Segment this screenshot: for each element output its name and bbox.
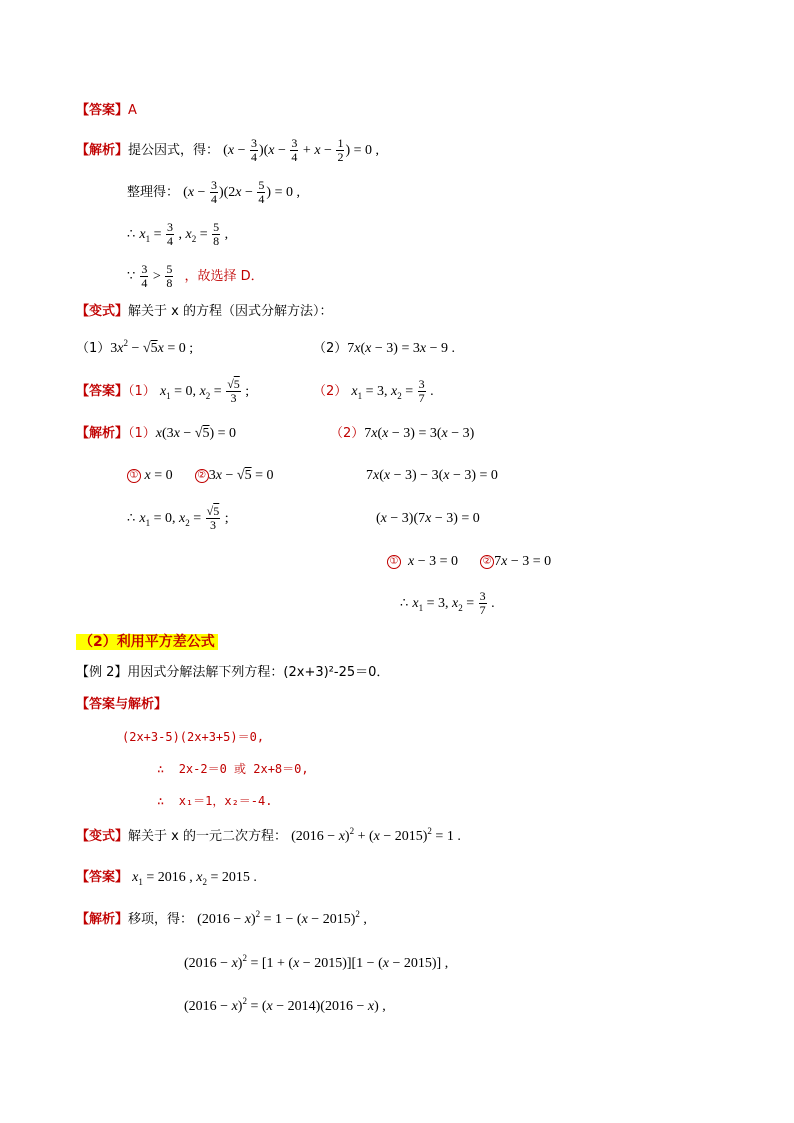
answer-1-label: （1） <box>128 384 156 399</box>
equation: $(2016 - x)^2 = (x - 2014)(2016 - x)$ , <box>184 996 386 1014</box>
answer-analysis-heading <box>76 696 167 714</box>
solution-2-line-2 <box>366 467 498 485</box>
equation: $3x^2 - √5x = 0$ ; <box>110 338 194 356</box>
equation: $(2016 - x)^2 = [1 + (x - 2015)][1 - (x - 2015)]$ , <box>184 953 449 971</box>
answer-2 <box>313 374 434 410</box>
equation: $(2016 - x)^2 = 1 - (x - 2015)^2$ , <box>197 909 367 927</box>
therefore-symbol: ∴ <box>157 794 165 808</box>
analysis-tag: 【解析】 <box>76 143 129 158</box>
answer-tag: 【答案】 <box>76 103 129 118</box>
circled-1: ① <box>127 469 141 483</box>
equation: 7x(x − 3) − 3(x − 3) = 0 <box>366 468 498 483</box>
analysis-line-1 <box>76 136 379 166</box>
step-3-text: x₁＝1，x₂＝-4. <box>178 794 273 808</box>
answer-line-3 <box>76 869 257 887</box>
variant-text: 解关于 x 的方程（因式分解方法）： <box>128 304 333 319</box>
because-symbol: ∵ <box>127 269 136 284</box>
therefore-symbol: ∴ <box>127 511 136 526</box>
therefore-symbol: ∴ <box>157 762 165 776</box>
answer-tag: 【答案】 <box>76 384 129 399</box>
solution-1-line-1 <box>76 425 236 443</box>
analysis-3-step-3 <box>184 998 386 1016</box>
variant-line <box>76 303 332 321</box>
equation: (x − 3)(7x − 3) = 0 <box>376 511 480 526</box>
section-heading <box>76 632 218 652</box>
answer-analysis-tag: 【答案与解析】 <box>76 697 168 712</box>
variant-tag: 【变式】 <box>76 829 129 844</box>
arrange-label: 整理得： <box>127 185 180 200</box>
solution-2-line-4 <box>387 553 551 571</box>
step-2-text: 2x-2＝0 或 2x+8＝0, <box>178 762 309 776</box>
answer-value: A <box>128 103 137 118</box>
roots-line <box>127 220 228 250</box>
answer-line-1 <box>76 102 137 120</box>
equation: 7x − 3 = 0 <box>494 554 552 569</box>
solution-2-line-5 <box>400 586 495 622</box>
analysis-tag: 【解析】 <box>76 426 129 441</box>
solution-1-line-3 <box>127 500 229 538</box>
equation: $x_1 = 0$, $x_2$ = $\frac{√5}{3}$ ; <box>159 377 250 406</box>
equation: $\frac{3}{4}$ > $\frac{5}{8}$ <box>141 262 173 291</box>
solution-1-line-2 <box>127 467 273 485</box>
variant-2-line <box>76 828 461 846</box>
analysis-line-3 <box>76 911 367 929</box>
move-text: 移项，得： <box>128 912 194 927</box>
equation: x − 3 = 0 <box>408 554 459 569</box>
section-title: （2）利用平方差公式 <box>76 634 218 650</box>
equation: $x_1 = 2016$ , $x_2 = 2015$ . <box>132 870 257 887</box>
compare-line <box>127 262 264 292</box>
equation: $x_1 = 3$, $x_2$ = $\frac{3}{7}$ . <box>412 589 495 618</box>
equation: (x − $\frac{3}{4}$ )(x − $\frac{3}{4}$ + x − $\frac{1}{2}$ ) = 0 , <box>223 136 380 165</box>
step-1-text: (2x+3-5)(2x+3+5)＝0, <box>122 730 265 744</box>
analysis-intro: 提公因式，得： <box>128 143 220 158</box>
problem-1-label: （1） <box>76 341 111 356</box>
example-2-line <box>76 664 389 682</box>
example-2-step-2 <box>157 760 309 778</box>
problem-2 <box>313 340 455 358</box>
equation: $x_1 = 0$, $x_2$ = $\frac{√5}{3}$ ; <box>139 504 229 533</box>
example-2-step-3 <box>157 792 273 810</box>
problem-2-label: （2） <box>313 341 348 356</box>
equation: (x − $\frac{3}{4}$ )(2x − $\frac{5}{4}$ ) = 0 , <box>183 178 300 207</box>
solution-2-line-1 <box>330 425 474 443</box>
answer-tag: 【答案】 <box>76 870 129 885</box>
variant-tag: 【变式】 <box>76 304 129 319</box>
problem-1 <box>76 340 193 358</box>
analysis-3-step-2 <box>184 955 448 973</box>
equation: x = 0 <box>144 468 173 483</box>
choose-text: ，故选择 D． <box>184 269 264 284</box>
equation: $x_1 = 3$, $x_2$ = $\frac{3}{7}$ . <box>351 377 434 406</box>
solution-1-label: （1） <box>128 426 156 441</box>
equation: x(3x − √5) = 0 <box>155 426 237 441</box>
equation: 7x(x − 3) = 3(x − 3) <box>364 426 475 441</box>
solution-2-line-3 <box>376 510 480 528</box>
variant-text: 解关于 x 的一元二次方程： <box>128 829 287 844</box>
analysis-tag: 【解析】 <box>76 912 129 927</box>
circled-1: ① <box>387 555 401 569</box>
solution-2-label: （2） <box>330 426 365 441</box>
equation: $x_1$ = $\frac{3}{4}$ , $x_2$ = $\frac{5}{8}$ , <box>139 220 229 249</box>
equation: 7x(x − 3) = 3x − 9 . <box>347 341 455 356</box>
arrange-line <box>127 178 300 208</box>
therefore-symbol: ∴ <box>400 596 409 611</box>
answer-line-2 <box>76 374 249 410</box>
example-2-text: 用因式分解法解下列方程：(2x+3)²-25＝0． <box>127 665 390 680</box>
answer-2-label: （2） <box>313 384 348 399</box>
example-2-step-1 <box>122 728 264 746</box>
equation: 3x − √5 = 0 <box>208 468 274 483</box>
equation: $(2016 - x)^2 + (x - 2015)^2 = 1$ . <box>291 826 461 844</box>
circled-2: ② <box>480 555 494 569</box>
therefore-symbol: ∴ <box>127 227 136 242</box>
circled-2: ② <box>195 469 209 483</box>
example-2-tag: 【例 2】 <box>76 665 128 680</box>
